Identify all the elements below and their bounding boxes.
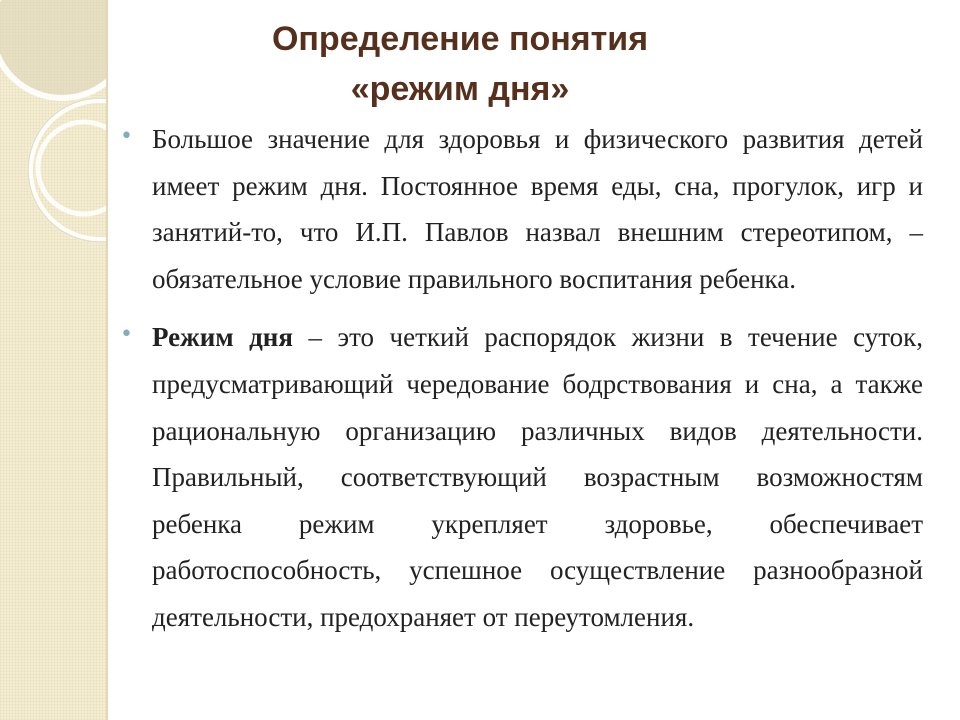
bullet-item: [117, 116, 923, 302]
bullet-text: Большое значение для здоровья и физического развития детей имеет режим дня. Постоянное время еды, сна, прогулок, игр и занятий-то, что И.П. Павлов назвал внешним стереотипом, – обязательное условие правильного воспитания ребенка.: [152, 124, 923, 294]
bullet-text: – это четкий распорядок жизни в течение суток, предусматривающий чередование бодрствования и сна, а также рациональную организацию различных видов деятельности. Правильный, соответствующий возрастным возможностям ребенка режим укрепляет здоровье, обеспечивает работоспособность, успешное осуществление разнообразной деятельности, предохраняет от переутомления.: [152, 322, 924, 632]
bullet-dot-icon: •: [120, 322, 133, 348]
slide-title-line-1: Определение понятия: [271, 20, 649, 58]
decorative-circles: [0, 0, 106, 720]
slide-content: [117, 116, 923, 641]
bullet-item: [117, 314, 923, 640]
decorative-side-panel: [0, 0, 108, 720]
slide-title-line-2: «режим дня»: [350, 70, 570, 108]
slide-title: [150, 14, 770, 114]
bullet-dot-icon: •: [120, 124, 133, 149]
bullet-term: Режим дня: [152, 322, 293, 353]
